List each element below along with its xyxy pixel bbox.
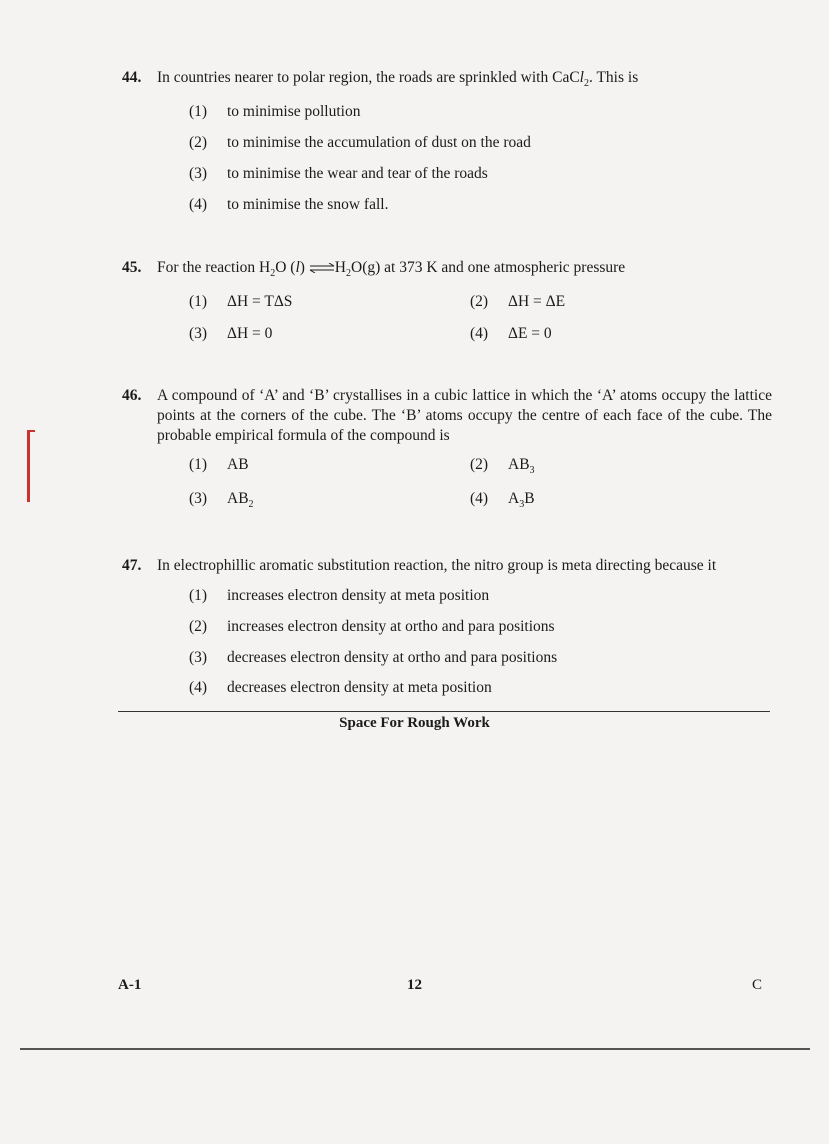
option-44-4: (4) to minimise the snow fall. bbox=[189, 196, 389, 213]
margin-red-mark bbox=[27, 430, 30, 502]
option-45-3: (3) ΔH = 0 bbox=[189, 325, 273, 342]
option-45-1: (1) ΔH = TΔS bbox=[189, 293, 293, 310]
option-44-3: (3) to minimise the wear and tear of the roads bbox=[189, 165, 488, 182]
question-46 bbox=[122, 386, 772, 446]
option-46-4: (4) $A_3B$ bbox=[470, 490, 535, 511]
question-stem: For the reaction $H_2O$ (l) $H_2O(g)$ at 373 K and one atmospheric pressure bbox=[157, 259, 626, 280]
option-46-2: (2) $AB_3$ bbox=[470, 456, 535, 477]
footer-code: A-1 bbox=[118, 977, 142, 993]
question-number: 44. bbox=[122, 69, 142, 86]
scan-bottom-line bbox=[20, 1048, 810, 1050]
option-47-1: (1) increases electron density at meta position bbox=[189, 587, 490, 604]
margin-red-tick bbox=[27, 430, 35, 432]
rough-work-heading: Space For Rough Work bbox=[339, 715, 490, 731]
option-45-4: (4) ΔE = 0 bbox=[470, 325, 552, 342]
question-number: 45. bbox=[122, 259, 142, 276]
option-46-1: (1) AB bbox=[189, 456, 249, 473]
option-47-3: (3) decreases electron density at ortho and para positions bbox=[189, 649, 558, 666]
option-47-4: (4) decreases electron density at meta position bbox=[189, 679, 492, 696]
option-47-2: (2) increases electron density at ortho and para positions bbox=[189, 618, 555, 635]
option-44-1: (1) to minimise pollution bbox=[189, 103, 361, 120]
equilibrium-arrow-icon bbox=[309, 263, 335, 273]
option-46-3: (3) $AB_2$ bbox=[189, 490, 254, 511]
question-44 bbox=[122, 68, 772, 94]
question-47 bbox=[122, 556, 772, 576]
question-number: 46. bbox=[122, 387, 142, 404]
page-number: 12 bbox=[407, 977, 422, 993]
footer-version: C bbox=[752, 977, 763, 993]
option-45-2: (2) ΔH = ΔE bbox=[470, 293, 566, 310]
divider-rule bbox=[118, 711, 770, 712]
question-45 bbox=[122, 258, 772, 284]
question-number: 47. bbox=[122, 557, 142, 574]
option-44-2: (2) to minimise the accumulation of dust on the road bbox=[189, 134, 531, 151]
question-stem: In electrophillic aromatic substitution reaction, the nitro group is meta directing because it bbox=[157, 557, 717, 574]
question-stem: In countries nearer to polar region, the roads are sprinkled with CaCl$_2$. This is bbox=[157, 69, 639, 90]
question-stem: A compound of ‘A’ and ‘B’ crystallises in a cubic lattice in which the ‘A’ atoms occupy the lattice points at the corners of the cube. The ‘B’ atoms occupy the centre of each face of the cube. The probable empirical formula of the compound is bbox=[157, 387, 772, 444]
